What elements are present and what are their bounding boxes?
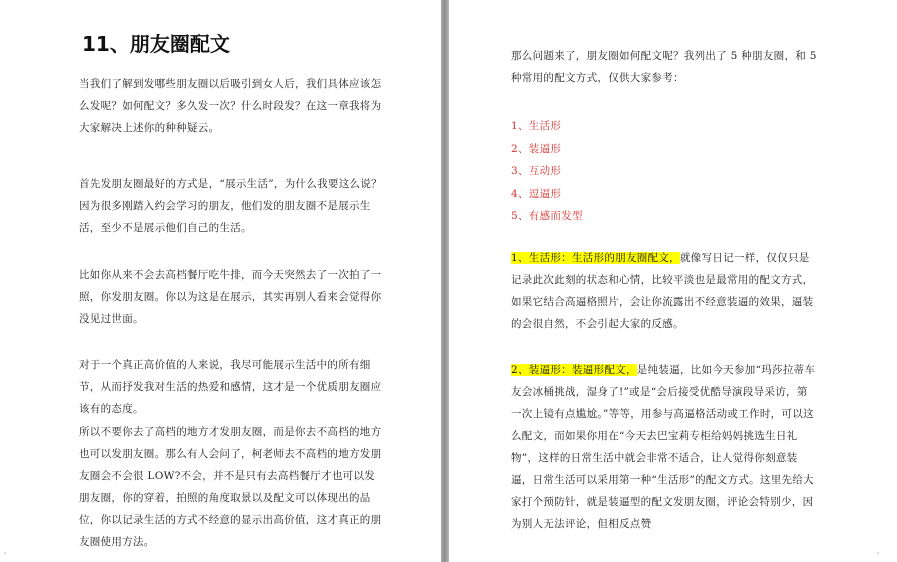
section-1-paragraph [511,247,817,335]
page-corner-mark: ' [4,551,7,560]
list-item: 5、有感而发型 [511,210,583,222]
section-2-paragraph [511,359,817,535]
section-1-highlight: 1、生活形：生活形的朋友圈配文， [511,252,680,264]
list-item: 1、生活形 [511,120,562,132]
paragraph-4: 对于一个真正高价值的人来说，我尽可能展示生活中的所有细节，从而抒发我对生活的热爱和感情，这才是一个优质朋友圈应该有的态度。 [79,359,382,415]
list-item: 3、互动形 [511,165,562,177]
section-2-highlight: 2、装逼形：装逼形配文， [511,364,637,376]
page-gutter [441,0,449,562]
paragraph-3: 比如你从来不会去高档餐厅吃牛排，而今天突然去了一次拍了一照，你发朋友圈。你以为这是在展示，其实再别人看来会觉得你没见过世面。 [79,269,382,325]
right-page [449,0,897,562]
type-list [511,115,583,228]
intro-paragraph: 那么问题来了，朋友圈如何配文呢？我列出了 5 种朋友圈，和 5 种常用的配文方式，仅供大家参考： [511,50,817,84]
page-corner-mark: ' [877,551,880,560]
section-1-text: 就像写日记一样，仅仅只是记录此次此刻的状态和心情，比较平淡也是最常用的配文方式，如果它结合高逼格照片，会让你流露出不经意装逼的效果，逼装的会很自然，不会引起大家的反感。 [511,252,814,330]
paragraph-1: 当我们了解到发哪些朋友圈以后吸引到女人后，我们具体应该怎么发呢？如何配文？多久发一次？什么时段发？在这一章我将为大家解决上述你的种种疑云。 [79,78,382,134]
paragraph-5: 所以不要你去了高档的地方才发朋友圈，而是你去不高档的地方也可以发朋友圈。那么有人会问了，柯老师去不高档的地方发朋友圈会不会很 LOW?不会，并不是只有去高档餐厅才也可以发朋友圈，你的穿着，拍照的角度取景以及配文可以体现出的品位，你以记录生活的方式不经意的显示出高价值，这才真正的朋友圈使用方法。 [79,426,382,548]
section-2-text: 是纯装逼，比如今天参加“玛莎拉蒂车友会冰桶挑战，湿身了!”或是“会后接受优酷导演段导采访，第一次上镜有点尴尬。”等等，用参与高逼格活动或工作时，可以这么配文，而如果你用在“今天去巴宝莉专柜给妈妈挑选生日礼物”，这样的日常生活中就会非常不适合，让人觉得你刻意装逼，日常生活可以采用第一种“生活形”的配文方式。这里先给大家打个预防针，就是装逼型的配文发朋友圈，评论会特别少，因为别人无法评论，但相反点赞 [511,364,816,530]
left-page [0,0,441,562]
list-item: 2、装逼形 [511,142,562,155]
paragraph-2: 首先发朋友圈最好的方式是，“展示生活”，为什么我要这么说？因为很多刚踏入约会学习的朋友，他们发的朋友圈不是展示生活，至少不是展示他们自己的生活。 [79,178,382,234]
list-item: 4、逗逼形 [511,187,562,200]
page-title: 11、朋友圈配文 [82,32,230,56]
